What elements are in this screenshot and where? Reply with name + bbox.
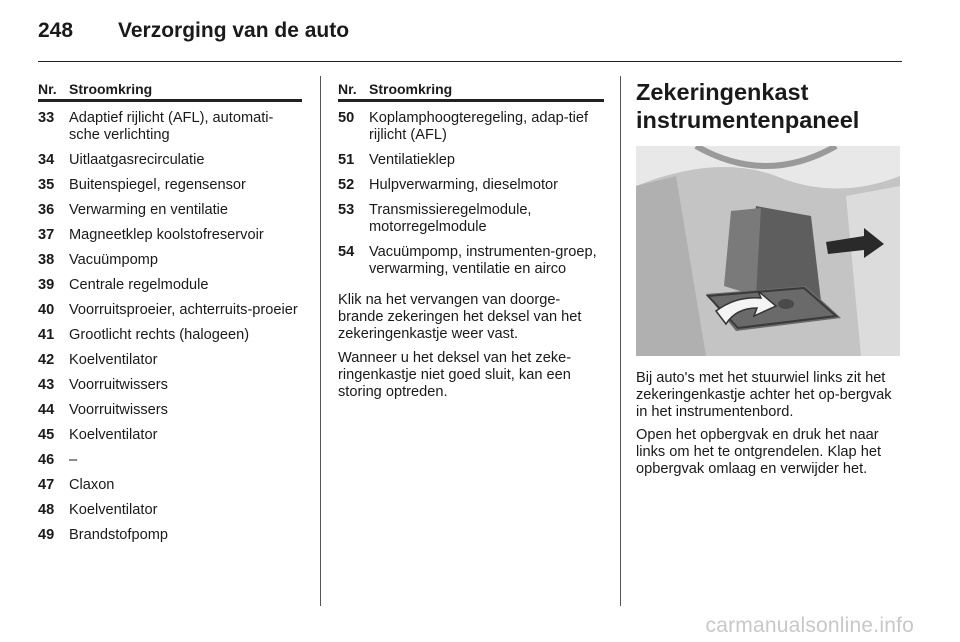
table-row: [38, 477, 302, 494]
fuse-number: 51: [338, 152, 355, 168]
fuse-number: 43: [38, 377, 55, 393]
section-paragraph: Bij auto's met het stuurwiel links zit het zekeringenkastje achter het op-bergvak in het instrumentenbord.: [636, 370, 892, 420]
section-paragraph: Open het opbergvak en druk het naar links om het te ontgrendelen. Klap het opbergvak omlaag en verwijder het.: [636, 427, 882, 477]
watermark: carmanualsonline.info: [705, 614, 914, 637]
header-circuit: Stroomkring: [69, 81, 153, 97]
fuse-number: 46: [38, 452, 55, 468]
table-row: [38, 177, 302, 194]
table-row: [38, 427, 302, 444]
fuse-number: 37: [38, 227, 55, 243]
fuse-circuit: Koelventilator: [69, 352, 158, 368]
header-circuit: Stroomkring: [369, 81, 453, 97]
note-paragraph: Wanneer u het deksel van het zeke-ringenkastje niet goed sluit, kan een storing optreden.: [338, 350, 572, 400]
fuse-number: 49: [38, 527, 55, 543]
section-title: Zekeringenkast instrumentenpaneel: [636, 79, 860, 133]
fuse-number: 50: [338, 110, 355, 126]
table-row: [38, 302, 302, 319]
note-paragraph: Klik na het vervangen van doorge-brande zekeringen het deksel van het zekeringenkastje weer vast.: [338, 292, 582, 342]
fuse-number: 40: [38, 302, 55, 318]
table-row: [338, 177, 604, 194]
fuse-circuit: Vacuümpomp, instrumenten-groep, verwarming, ventilatie en airco: [369, 244, 597, 277]
fuse-circuit: Koelventilator: [69, 502, 158, 518]
fuse-circuit: Adaptief rijlicht (AFL), automati-sche verlichting: [69, 110, 274, 143]
column-divider: [620, 76, 621, 606]
table-row: [38, 227, 302, 244]
fuse-circuit: –: [69, 452, 78, 468]
header-nr: Nr.: [38, 81, 57, 97]
table-row: [38, 352, 302, 369]
table-row: [38, 252, 302, 269]
fuse-circuit: Voorruitwissers: [69, 402, 168, 418]
table-row: [338, 202, 604, 236]
fuse-circuit: Voorruitsproeier, achterruits-proeier: [69, 302, 298, 318]
table-row: [38, 377, 302, 394]
page-title: Verzorging van de auto: [118, 19, 350, 42]
fuse-number: 35: [38, 177, 55, 193]
fuse-number: 54: [338, 244, 355, 260]
fuse-number: 53: [338, 202, 355, 218]
fuse-number: 34: [38, 152, 55, 168]
fuse-number: 44: [38, 402, 55, 418]
fuse-number: 38: [38, 252, 55, 268]
table-row: [38, 202, 302, 219]
fuse-number: 42: [38, 352, 55, 368]
fuse-circuit: Voorruitwissers: [69, 377, 168, 393]
header-nr: Nr.: [338, 81, 357, 97]
fuse-table-right: [338, 80, 604, 408]
table-row: [38, 277, 302, 294]
fuse-circuit: Verwarming en ventilatie: [69, 202, 228, 218]
fuse-number: 39: [38, 277, 55, 293]
table-row: [338, 110, 604, 144]
fuse-number: 47: [38, 477, 55, 493]
fuse-circuit: Magneetklep koolstofreservoir: [69, 227, 264, 243]
fuse-circuit: Vacuümpomp: [69, 252, 158, 268]
fuse-circuit: Transmissieregelmodule, motorregelmodule: [369, 202, 532, 235]
fuse-number: 45: [38, 427, 55, 443]
instrument-panel-section: [636, 80, 902, 478]
table-row: [38, 402, 302, 419]
table-row: [38, 152, 302, 169]
table-header: [38, 80, 302, 102]
fuse-circuit: Uitlaatgasrecirculatie: [69, 152, 205, 168]
fuse-circuit: Brandstofpomp: [69, 527, 168, 543]
table-row: [38, 527, 302, 544]
table-row: [38, 110, 302, 144]
fuse-circuit: Koplamphoogteregeling, adap-tief rijlicht (AFL): [369, 110, 589, 143]
table-row: [38, 327, 302, 344]
fuse-number: 36: [38, 202, 55, 218]
fuse-number: 48: [38, 502, 55, 518]
fuse-table-left: [38, 80, 302, 544]
fuse-circuit: Koelventilator: [69, 427, 158, 443]
table-row: [338, 244, 604, 278]
table-row: [338, 152, 604, 169]
fuse-box-photo: [636, 146, 900, 356]
fuse-circuit: Ventilatieklep: [369, 152, 456, 168]
fuse-number: 33: [38, 110, 55, 126]
page-number: 248: [38, 19, 74, 42]
fuse-circuit: Centrale regelmodule: [69, 277, 209, 293]
fuse-circuit: Grootlicht rechts (halogeen): [69, 327, 250, 343]
table-header: [338, 80, 604, 102]
page-header: [38, 17, 902, 62]
table-row: [38, 502, 302, 519]
middle-notes: [338, 292, 604, 401]
column-divider: [320, 76, 321, 606]
fuse-circuit: Hulpverwarming, dieselmotor: [369, 177, 558, 193]
fuse-number: 52: [338, 177, 355, 193]
fuse-number: 41: [38, 327, 55, 343]
table-row: [38, 452, 302, 469]
fuse-circuit: Buitenspiegel, regensensor: [69, 177, 246, 193]
fuse-circuit: Claxon: [69, 477, 115, 493]
